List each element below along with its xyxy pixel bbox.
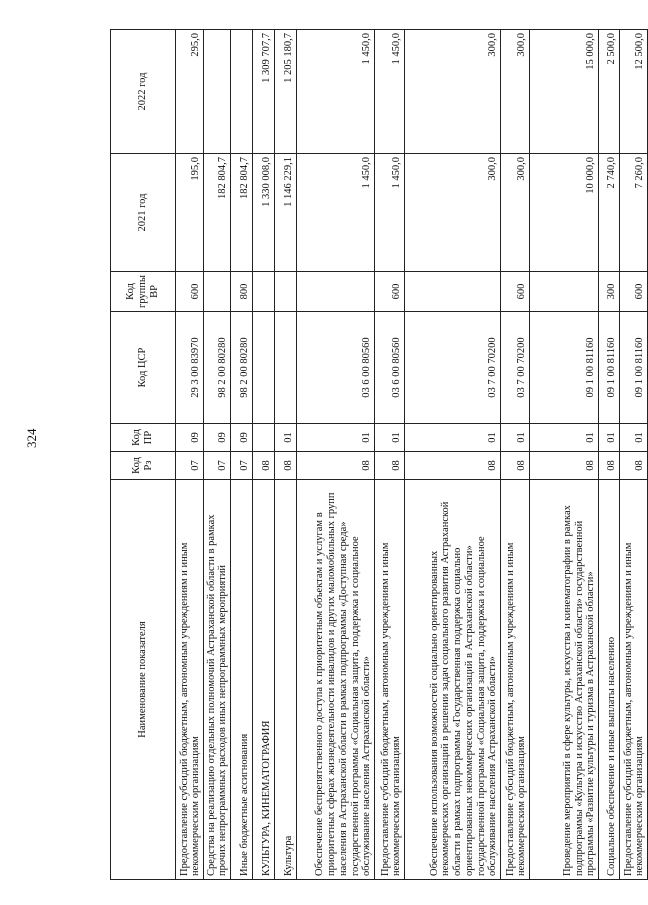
row-2022: 1 450,0: [297, 30, 375, 154]
row-2022: [231, 30, 253, 154]
row-vr: 600: [176, 272, 204, 312]
row-rz: 08: [297, 452, 375, 480]
row-pr: 01: [501, 424, 530, 452]
row-rz: 08: [501, 452, 530, 480]
row-name: Средства на реализацию отдельных полномочий Астраханской области в рамках прочих непрограммных расходов иных непрограммных мероприятий: [204, 480, 231, 880]
row-csr: 29 3 00 83970: [176, 312, 204, 424]
header-2021: 2021 год: [111, 154, 176, 272]
row-pr: 01: [530, 424, 599, 452]
row-rz: 07: [204, 452, 231, 480]
row-rz: 08: [375, 452, 405, 480]
row-csr: 03 6 00 80560: [375, 312, 405, 424]
row-name: Обеспечение использования возможностей социально ориентированных некоммерческих организаций в решении задач социального развития Астраханской области в рамках подпрограммы «Государственная поддержка социально ориентированных некоммерческих организаций в Астраханской области» государственной программы «Социальная защита, поддержка и социальное обслуживание населения Астраханской области»: [405, 480, 501, 880]
row-2022: 295,0: [176, 30, 204, 154]
row-name: КУЛЬТУРА, КИНЕМАТОГРАФИЯ: [253, 480, 275, 880]
row-pr: 01: [275, 424, 297, 452]
row-vr: [297, 272, 375, 312]
row-pr: 01: [620, 424, 648, 452]
table-row: [176, 30, 204, 880]
header-name: Наименование показателя: [111, 480, 176, 880]
row-vr: 600: [620, 272, 648, 312]
table-row: [620, 30, 648, 880]
row-2021: 1 450,0: [297, 154, 375, 272]
row-rz: 08: [253, 452, 275, 480]
row-vr: [275, 272, 297, 312]
rotated-page: [110, 30, 646, 880]
header-pr: Код ПР: [111, 424, 176, 452]
row-pr: 01: [599, 424, 620, 452]
row-2021: 182 804,7: [231, 154, 253, 272]
row-csr: 98 2 00 80280: [231, 312, 253, 424]
row-rz: 08: [599, 452, 620, 480]
row-2021: 7 260,0: [620, 154, 648, 272]
row-vr: [405, 272, 501, 312]
row-name: Предоставление субсидий бюджетным, автономным учреждениям и иным некоммерческим организациям: [176, 480, 204, 880]
header-vr: Код группы ВР: [111, 272, 176, 312]
row-pr: 09: [176, 424, 204, 452]
row-2022: 1 205 180,7: [275, 30, 297, 154]
row-2021: 1 330 008,0: [253, 154, 275, 272]
table-row: [599, 30, 620, 880]
budget-table: [110, 29, 648, 880]
row-csr: 09 1 00 81160: [620, 312, 648, 424]
row-vr: [530, 272, 599, 312]
row-2021: 1 450,0: [375, 154, 405, 272]
table-row: [275, 30, 297, 880]
row-2021: 182 804,7: [204, 154, 231, 272]
row-csr: [253, 312, 275, 424]
row-name: Предоставление субсидий бюджетным, автономным учреждениям и иным некоммерческим организациям: [375, 480, 405, 880]
row-2021: 2 740,0: [599, 154, 620, 272]
row-pr: 09: [204, 424, 231, 452]
table-row: [253, 30, 275, 880]
row-pr: 01: [375, 424, 405, 452]
row-pr: 09: [231, 424, 253, 452]
header-csr: Код ЦСР: [111, 312, 176, 424]
row-rz: 08: [405, 452, 501, 480]
row-rz: 08: [620, 452, 648, 480]
row-2022: 15 000,0: [530, 30, 599, 154]
row-name: Предоставление субсидий бюджетным, автономным учреждениям и иным некоммерческим организациям: [501, 480, 530, 880]
row-vr: 300: [599, 272, 620, 312]
row-2022: 1 309 707,7: [253, 30, 275, 154]
row-name: Социальное обеспечение и иные выплаты населению: [599, 480, 620, 880]
row-name: Проведение мероприятий в сфере культуры, искусства и кинематографии в рамках подпрограммы «Культура и искусство Астраханской области» государственной программы «Развитие культуры и туризма в Астраханской области»: [530, 480, 599, 880]
row-csr: 03 7 00 70200: [501, 312, 530, 424]
row-csr: [275, 312, 297, 424]
header-2022: 2022 год: [111, 30, 176, 154]
row-2022: 300,0: [501, 30, 530, 154]
row-rz: 08: [275, 452, 297, 480]
row-pr: 01: [297, 424, 375, 452]
row-rz: 08: [530, 452, 599, 480]
row-vr: [253, 272, 275, 312]
row-2022: 12 500,0: [620, 30, 648, 154]
row-vr: [204, 272, 231, 312]
row-pr: 01: [405, 424, 501, 452]
table-row: [231, 30, 253, 880]
row-vr: 600: [501, 272, 530, 312]
row-name: Обеспечение беспрепятственного доступа к приоритетным объектам и услугам в приоритетных сферах жизнедеятельности инвалидов и других маломобильных групп населения в Астраханской области в рамках подпрограммы «Доступная среда» государственной программы «Социальная защита, поддержка и социальное обслуживание населения Астраханской области»: [297, 480, 375, 880]
row-csr: 09 1 00 81160: [599, 312, 620, 424]
page-number: 324: [24, 428, 39, 448]
row-csr: 03 6 00 80560: [297, 312, 375, 424]
row-name: Предоставление субсидий бюджетным, автономным учреждениям и иным некоммерческим организациям: [620, 480, 648, 880]
row-name: Иные бюджетные ассигнования: [231, 480, 253, 880]
table-row: [501, 30, 530, 880]
row-pr: [253, 424, 275, 452]
row-2021: 300,0: [501, 154, 530, 272]
table-header-row: [111, 30, 176, 880]
row-2021: 300,0: [405, 154, 501, 272]
row-2021: 195,0: [176, 154, 204, 272]
table-row: [204, 30, 231, 880]
row-name: Культура: [275, 480, 297, 880]
header-rz: Код Рз: [111, 452, 176, 480]
row-csr: 03 7 00 70200: [405, 312, 501, 424]
row-2021: 1 146 229,1: [275, 154, 297, 272]
row-vr: 800: [231, 272, 253, 312]
row-rz: 07: [176, 452, 204, 480]
table-row: [297, 30, 375, 880]
table-row: [375, 30, 405, 880]
row-2021: 10 000,0: [530, 154, 599, 272]
table-row: [530, 30, 599, 880]
table-row: [405, 30, 501, 880]
row-2022: 2 500,0: [599, 30, 620, 154]
row-csr: 98 2 00 80280: [204, 312, 231, 424]
row-2022: [204, 30, 231, 154]
row-2022: 1 450,0: [375, 30, 405, 154]
row-csr: 09 1 00 81160: [530, 312, 599, 424]
row-2022: 300,0: [405, 30, 501, 154]
row-vr: 600: [375, 272, 405, 312]
row-rz: 07: [231, 452, 253, 480]
